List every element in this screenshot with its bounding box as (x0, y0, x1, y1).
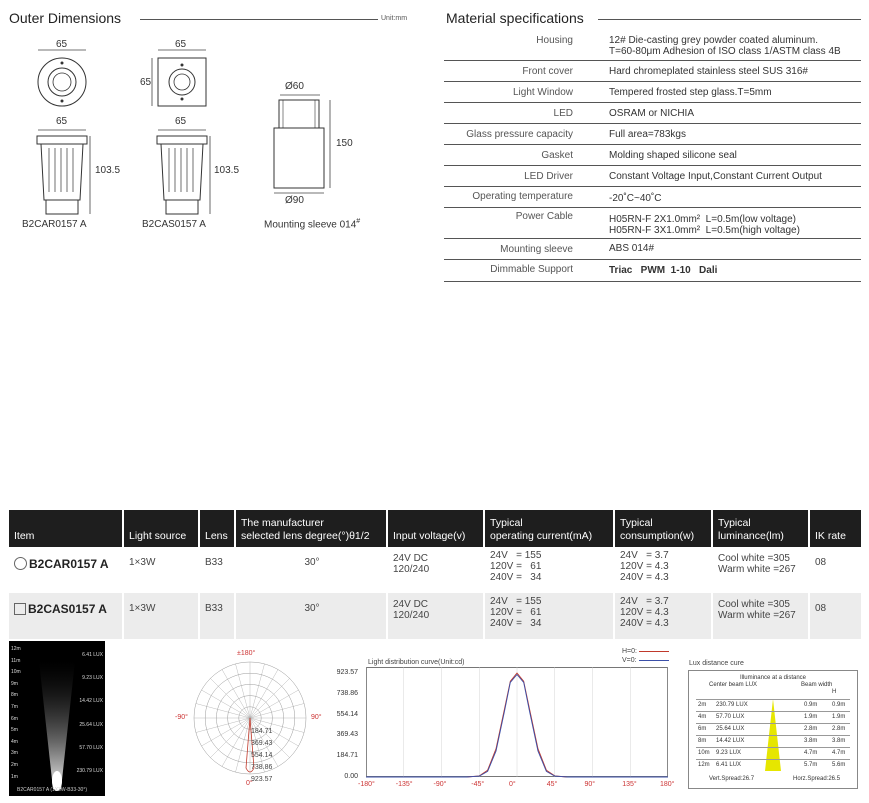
curve-title: Light distribution curve(Unit:cd) (368, 659, 465, 666)
round-body-width-dim: 65 (56, 116, 68, 127)
lux-value: 25.64 LUX (716, 726, 745, 732)
square-shape-icon (14, 603, 26, 615)
x-tick-label: -45° (471, 781, 485, 788)
lux-value: 9.23 LUX (716, 750, 742, 756)
consumption-cell: 24V = 3.7 120V = 4.3 240V = 4.3 (614, 547, 712, 593)
lux-distance: 2m (698, 702, 707, 708)
caption-sleeve: Mounting sleeve 014# (264, 218, 361, 231)
header-light-source: Light source (123, 510, 199, 547)
header-ik-rate: IK rate (809, 510, 861, 547)
lux-width-2: 0.9m (832, 702, 846, 708)
caption-square: B2CAS0157 A (142, 219, 206, 230)
light-distribution-chart (366, 667, 668, 778)
x-tick-label: -180° (358, 781, 375, 788)
item-cell: B2CAS0157 A (9, 593, 123, 639)
lux-col2: Beam width (801, 682, 833, 688)
polar-spoke (210, 678, 250, 718)
beam-distance-label: 2m (11, 761, 18, 768)
degree-cell: 30° (235, 547, 387, 593)
beam-distance-label: 12m (11, 646, 21, 652)
lux-value: 230.79 LUX (716, 702, 748, 708)
square-width-dim: 65 (175, 39, 187, 50)
lux-width-2: 3.8m (832, 738, 846, 744)
spec-row-light-window: Light Window Tempered frosted step glass.T=5mm (444, 81, 861, 103)
polar-spoke (222, 670, 250, 718)
beam-lux-label: 230.79 LUX (76, 767, 103, 774)
material-specs-title: Material specifications (446, 10, 584, 26)
lux-width-1: 0.9m (804, 702, 818, 708)
lux-distance: 12m (698, 762, 710, 768)
current-cell: 24V = 155 120V = 61 240V = 34 (484, 593, 614, 639)
lux-col2-sub: H (832, 689, 837, 695)
x-tick-label: -90° (433, 781, 447, 788)
lux-row (696, 723, 850, 735)
spec-row-glass-pressure: Glass pressure capacity Full area=783kgs (444, 123, 861, 145)
round-shape-icon (14, 557, 27, 570)
polar-spoke (236, 664, 250, 718)
round-height-dim: 103.5 (95, 165, 121, 176)
sleeve-bottom-dim: Ø90 (285, 195, 304, 206)
header-input-voltage: Input voltage(v) (387, 510, 484, 547)
voltage-cell: 24V DC 120/240 (387, 593, 484, 639)
lux-distance: 4m (698, 714, 707, 720)
header-consumption: Typical consumption(w) (614, 510, 712, 547)
consumption-cell: 24V = 3.7 120V = 4.3 240V = 4.3 (614, 593, 712, 639)
polar-spoke (250, 704, 304, 718)
polar-ring-label: 738.86 (251, 764, 273, 771)
polar-top-label: ±180° (237, 650, 256, 657)
polar-ring-label: 554.14 (251, 752, 273, 759)
lux-row (696, 747, 850, 759)
degree-cell: 30° (235, 593, 387, 639)
polar-spoke (196, 704, 250, 718)
polar-bottom-label: 0° (246, 780, 253, 787)
source-cell: 1×3W (123, 547, 199, 593)
lux-width-2: 4.7m (832, 750, 846, 756)
beam-distance-label: 5m (11, 727, 18, 734)
lux-row (696, 699, 850, 711)
luminance-cell: Cool white =305 Warm white =267 (712, 593, 809, 639)
item-cell: B2CAR0157 A (9, 547, 123, 593)
lux-width-2: 1.9m (832, 714, 846, 720)
luminance-cell: Cool white =305 Warm white =267 (712, 547, 809, 593)
lux-distance: 8m (698, 738, 707, 744)
lux-value: 14.42 LUX (716, 738, 745, 744)
round-width-dim: 65 (56, 39, 68, 50)
polar-spoke (250, 670, 278, 718)
polar-right-label: 90° (311, 714, 322, 721)
lux-row (696, 735, 850, 747)
header-luminance: Typical luminance(lm) (712, 510, 809, 547)
dimension-drawings (0, 30, 440, 230)
spec-row-front-cover: Front cover Hard chromeplated stainless steel SUS 316# (444, 60, 861, 82)
polar-spoke (222, 718, 250, 766)
beam-lux-label: 9.23 LUX (82, 675, 103, 682)
header-item: Item (9, 510, 123, 547)
x-tick-label: 180° (660, 781, 675, 788)
outer-dimensions-title: Outer Dimensions (9, 10, 122, 26)
source-cell: 1×3W (123, 593, 199, 639)
lux-table (688, 670, 858, 789)
beam-lux-label: 25.64 LUX (79, 721, 103, 728)
divider (598, 19, 861, 20)
lux-row (696, 759, 850, 771)
lux-distance: 6m (698, 726, 707, 732)
polar-ring-label: 184.71 (251, 728, 273, 735)
lens-cell: B33 (199, 593, 235, 639)
product-table (9, 510, 861, 639)
beam-caption: B2CAR0157 A (1X3W-B33-30°) (17, 787, 87, 793)
lux-width-1: 5.7m (804, 762, 818, 768)
beam-lux-label: 14.42 LUX (79, 698, 103, 705)
polar-spoke (250, 678, 290, 718)
lux-row (696, 711, 850, 723)
sleeve-top-dim: Ø60 (285, 81, 304, 92)
polar-spoke (250, 664, 264, 718)
lux-title: Lux distance cure (689, 660, 744, 667)
legend-v: V=0: (622, 657, 669, 664)
square-body-width-dim: 65 (175, 116, 187, 127)
spec-row-gasket: Gasket Molding shaped silicone seal (444, 144, 861, 166)
vert-spread: Vert.Spread:26.7 (709, 776, 755, 782)
x-tick-label: 45° (546, 781, 558, 788)
horz-spread: Horz.Spread:26.5 (793, 776, 841, 782)
beam-lux-label: 6.41 LUX (82, 652, 103, 658)
table-row (9, 593, 861, 639)
x-tick-label: 135° (622, 781, 637, 788)
lux-width-1: 3.8m (804, 738, 818, 744)
x-tick-label: 0° (509, 781, 516, 788)
table-row (9, 547, 861, 593)
spec-row-mounting-sleeve: Mounting sleeve ABS 014# (444, 238, 861, 260)
voltage-cell: 24V DC 120/240 (387, 547, 484, 593)
divider (140, 19, 378, 20)
beam-distance-label: 1m (11, 773, 18, 780)
lux-value: 6.41 LUX (716, 762, 742, 768)
polar-spoke (250, 690, 298, 718)
lux-distance: 10m (698, 750, 710, 756)
unit-label: Unit:mm (381, 15, 408, 22)
lux-heading: Illuminance at a distance (739, 675, 807, 681)
lux-width-1: 4.7m (804, 750, 818, 756)
spec-row-operating-temp: Operating temperature -20˚C~40˚C (444, 186, 861, 208)
beam-distance-label: 3m (11, 750, 18, 757)
spec-row-housing: Housing 12# Die-casting grey powder coated aluminum. T=60-80μm Adhesion of ISO class 1/ASTM class 4B (444, 32, 861, 61)
spec-row-led-driver: LED Driver Constant Voltage Input,Constant Current Output (444, 165, 861, 187)
spec-row-dimmable: Dimmable Support Triac PWM 1-10 Dali (444, 259, 861, 282)
lux-col1: Center beam LUX (709, 682, 758, 688)
beam-distance-label: 11m (11, 657, 21, 664)
beam-photo (9, 641, 105, 796)
ik-cell: 08 (809, 593, 861, 639)
square-height-body-dim: 103.5 (214, 165, 240, 176)
spec-row-led: LED OSRAM or NICHIA (444, 102, 861, 124)
header-current: Typical operating current(mA) (484, 510, 614, 547)
y-tick-label: 738.86 (336, 689, 358, 697)
beam-lux-label: 57.70 LUX (79, 744, 103, 751)
legend-h: H=0: (622, 648, 669, 655)
header-lens-degree: The manufacturer selected lens degree(°)θ1/2 (235, 510, 387, 547)
ik-cell: 08 (809, 547, 861, 593)
lux-width-1: 1.9m (804, 714, 818, 720)
beam-distance-label: 7m (11, 703, 18, 710)
x-tick-label: 90° (584, 781, 596, 788)
spec-row-power-cable: Power Cable H05RN-F 2X1.0mm² L=0.5m(low voltage) H05RN-F 3X1.0mm² L=0.5m(high voltage) (444, 207, 861, 239)
polar-left-label: -90° (175, 714, 188, 721)
y-tick-label: 0.00 (344, 773, 358, 780)
polar-spoke (196, 718, 250, 732)
header-lens: Lens (199, 510, 235, 547)
beam-distance-label: 4m (11, 738, 18, 745)
square-height-dim: 65 (140, 77, 152, 88)
polar-spoke (202, 690, 250, 718)
y-tick-label: 554.14 (336, 710, 358, 718)
y-tick-label: 184.71 (336, 752, 358, 760)
y-tick-label: 923.57 (336, 669, 358, 676)
polar-spoke (202, 718, 250, 746)
polar-spoke (210, 718, 250, 758)
lux-width-1: 2.8m (804, 726, 818, 732)
polar-ring-label: 923.57 (251, 776, 273, 783)
lux-value: 57.70 LUX (716, 714, 745, 720)
beam-distance-label: 9m (11, 680, 18, 687)
sleeve-height-dim: 150 (336, 138, 353, 149)
x-tick-label: -135° (395, 781, 413, 788)
beam-distance-label: 6m (11, 715, 18, 722)
beam-distance-label: 8m (11, 692, 18, 699)
y-tick-label: 369.43 (336, 731, 358, 739)
lux-width-2: 2.8m (832, 726, 846, 732)
table-header-row (9, 510, 861, 547)
caption-round: B2CAR0157 A (22, 219, 87, 230)
lens-cell: B33 (199, 547, 235, 593)
lux-width-2: 5.6m (832, 762, 846, 768)
beam-distance-label: 10m (11, 669, 21, 676)
polar-ring-label: 369.43 (251, 740, 273, 747)
current-cell: 24V = 155 120V = 61 240V = 34 (484, 547, 614, 593)
